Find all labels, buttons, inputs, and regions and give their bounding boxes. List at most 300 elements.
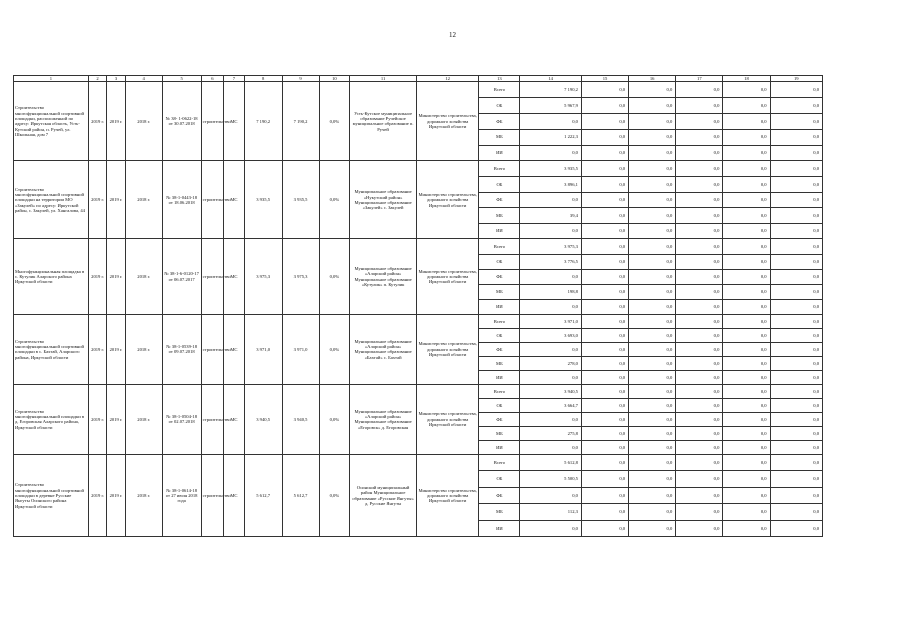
customer: Министерство строительства, дорожного хозяйства Иркутской области	[416, 239, 479, 314]
funding-amount: 0,0	[581, 356, 628, 370]
funding-amount: 0,0	[770, 426, 822, 440]
funding-amount: 0,0	[676, 328, 723, 342]
funding-amount: 0,0	[520, 520, 582, 537]
funding-amount: 0,0	[629, 426, 676, 440]
funding-amount: 0,0	[676, 454, 723, 471]
funding-amount: 0,0	[581, 192, 628, 208]
funding-amount: 0,0	[723, 299, 770, 314]
start-year: 2019 г.	[88, 239, 106, 314]
page-number: 12	[449, 31, 456, 39]
customer: Министерство строительства, дорожного хозяйства Иркутской области	[416, 454, 479, 537]
funding-amount: 3 971,0	[520, 314, 582, 328]
table-row	[14, 82, 823, 98]
municipality: Усть-Кутское муниципальное образование Ручейское муниципальное образование п. Ручей	[350, 82, 417, 161]
expertise-conclusion: № 38-1-0443-18 от 18.06.2018	[162, 161, 201, 239]
funding-amount: 0,0	[629, 284, 676, 299]
col-num: 11	[350, 76, 417, 82]
remaining-cost: 3 940,5	[282, 384, 319, 454]
funding-source: ФБ	[479, 412, 520, 426]
funding-amount: 0,0	[676, 356, 723, 370]
funding-amount: 0,0	[629, 454, 676, 471]
funding-amount: 0,0	[581, 398, 628, 412]
funding-source: ИИ	[479, 520, 520, 537]
funding-amount: 0,0	[770, 269, 822, 284]
col-num: 17	[676, 76, 723, 82]
col-num: 5	[162, 76, 201, 82]
funding-amount: 0,0	[581, 145, 628, 161]
funding-amount: 0,0	[723, 328, 770, 342]
expertise-conclusion: № 38-1-6-0120-17 от 06.07.2017	[162, 239, 201, 314]
funding-amount: 0,0	[723, 440, 770, 454]
funding-amount: 0,0	[676, 208, 723, 224]
funding-amount: 112,3	[520, 504, 582, 521]
start-year: 2019 г.	[88, 384, 106, 454]
remaining-cost: 5 612,7	[282, 454, 319, 537]
funding-amount: 0,0	[520, 223, 582, 239]
funding-amount: 0,0	[629, 471, 676, 488]
funding-amount: 3 940,5	[520, 384, 582, 398]
funding-amount: 0,0	[629, 328, 676, 342]
readiness-percent: 0,0%	[319, 161, 350, 239]
funding-amount: 0,0	[581, 113, 628, 129]
funding-amount: 0,0	[676, 504, 723, 521]
col-num: 7	[224, 76, 245, 82]
funding-amount: 0,0	[520, 342, 582, 356]
funding-amount: 0,0	[581, 454, 628, 471]
funding-amount: 0,0	[581, 440, 628, 454]
funding-source: ФБ	[479, 487, 520, 504]
funding-source: ИИ	[479, 440, 520, 454]
funding-amount: 0,0	[629, 82, 676, 98]
funding-amount: 0,0	[770, 454, 822, 471]
funding-amount: 0,0	[770, 520, 822, 537]
project-name: Многофункциональная площадка в с. Кутулик Аларского района Иркутской области	[14, 239, 89, 314]
expertise-conclusion: № 38-1-0614-18 от 27 июля 2018 года	[162, 454, 201, 537]
funding-amount: 0,0	[676, 398, 723, 412]
funding-amount: 0,0	[581, 504, 628, 521]
estimated-cost: 3 971,0	[244, 314, 282, 384]
object-type: МС	[224, 239, 245, 314]
funding-amount: 3 664,7	[520, 398, 582, 412]
funding-amount: 0,0	[676, 487, 723, 504]
funding-amount: 0,0	[723, 192, 770, 208]
col-num: 18	[723, 76, 770, 82]
funding-amount: 3 935,5	[520, 161, 582, 177]
funding-amount: 0,0	[629, 398, 676, 412]
funding-amount: 0,0	[676, 284, 723, 299]
funding-amount: 0,0	[676, 299, 723, 314]
col-num: 4	[125, 76, 162, 82]
project-name: Строительство многофункциональной спортивной площадки в с. Бахтай, Аларского района, Иркутской области	[14, 314, 89, 384]
funding-source: Всего	[479, 161, 520, 177]
funding-amount: 3 776,5	[520, 254, 582, 269]
readiness-percent: 0,0%	[319, 384, 350, 454]
funding-source: ИИ	[479, 223, 520, 239]
funding-amount: 0,0	[676, 82, 723, 98]
funding-amount: 0,0	[629, 129, 676, 145]
end-year: 2019 г.	[107, 161, 125, 239]
funding-source: МБ	[479, 208, 520, 224]
funding-amount: 0,0	[723, 398, 770, 412]
funding-amount: 0,0	[629, 177, 676, 193]
funding-amount: 0,0	[676, 440, 723, 454]
funding-amount: 0,0	[723, 269, 770, 284]
customer: Министерство строительства, дорожного хозяйства Иркутской области	[416, 82, 479, 161]
funding-amount: 39,4	[520, 208, 582, 224]
funding-amount: 0,0	[770, 504, 822, 521]
project-name: Строительство многофункциональной спортивной площадки, расположенной по адресу: Иркутская область, Усть-Кутский район, п. Ручей, ул. Школьная, дом 7	[14, 82, 89, 161]
remaining-cost: 3 975,3	[282, 239, 319, 314]
funding-amount: 0,0	[581, 269, 628, 284]
design-year: 2018 г.	[125, 239, 162, 314]
funding-amount: 0,0	[581, 239, 628, 254]
funding-amount: 0,0	[676, 384, 723, 398]
work-type: строительство	[201, 82, 224, 161]
readiness-percent: 0,0%	[319, 454, 350, 537]
col-num: 14	[520, 76, 582, 82]
funding-amount: 0,0	[520, 440, 582, 454]
funding-source: Всего	[479, 314, 520, 328]
funding-amount: 0,0	[723, 356, 770, 370]
expertise-conclusion: № 38-1-0504-18 от 02.07.2018	[162, 384, 201, 454]
end-year: 2019 г.	[107, 454, 125, 537]
funding-source: МБ	[479, 284, 520, 299]
design-year: 2018 г.	[125, 384, 162, 454]
funding-amount: 0,0	[676, 520, 723, 537]
funding-amount: 0,0	[723, 454, 770, 471]
funding-amount: 0,0	[676, 239, 723, 254]
funding-amount: 0,0	[723, 487, 770, 504]
funding-amount: 0,0	[770, 440, 822, 454]
funding-amount: 0,0	[520, 113, 582, 129]
col-num: 10	[319, 76, 350, 82]
funding-amount: 0,0	[770, 328, 822, 342]
funding-amount: 0,0	[629, 370, 676, 384]
funding-amount: 0,0	[676, 161, 723, 177]
funding-source: ИИ	[479, 145, 520, 161]
col-num: 16	[629, 76, 676, 82]
funding-amount: 0,0	[629, 440, 676, 454]
funding-amount: 0,0	[723, 426, 770, 440]
funding-amount: 0,0	[770, 356, 822, 370]
funding-amount: 0,0	[676, 342, 723, 356]
funding-amount: 0,0	[581, 208, 628, 224]
col-num: 9	[282, 76, 319, 82]
col-num: 6	[201, 76, 224, 82]
funding-amount: 0,0	[581, 426, 628, 440]
funding-amount: 0,0	[629, 239, 676, 254]
funding-amount: 0,0	[581, 177, 628, 193]
funding-amount: 0,0	[581, 314, 628, 328]
funding-amount: 0,0	[676, 314, 723, 328]
work-type: строительство	[201, 454, 224, 537]
funding-amount: 0,0	[676, 192, 723, 208]
funding-amount: 0,0	[676, 426, 723, 440]
funding-amount: 0,0	[770, 487, 822, 504]
funding-source: ИИ	[479, 299, 520, 314]
funding-amount: 0,0	[723, 113, 770, 129]
funding-amount: 0,0	[520, 412, 582, 426]
funding-amount: 0,0	[581, 471, 628, 488]
funding-amount: 0,0	[723, 471, 770, 488]
funding-amount: 0,0	[676, 370, 723, 384]
funding-amount: 0,0	[723, 82, 770, 98]
funding-amount: 0,0	[723, 314, 770, 328]
funding-amount: 0,0	[770, 129, 822, 145]
funding-amount: 1 222,3	[520, 129, 582, 145]
municipality: Муниципальное образование «Аларский район» Муниципальное образование «Бахтай» с. Бахтай	[350, 314, 417, 384]
funding-source: Всего	[479, 82, 520, 98]
funding-source: ИИ	[479, 370, 520, 384]
funding-source: МБ	[479, 129, 520, 145]
readiness-percent: 0,0%	[319, 239, 350, 314]
funding-amount: 0,0	[629, 113, 676, 129]
funding-amount: 0,0	[770, 82, 822, 98]
funding-amount: 0,0	[770, 192, 822, 208]
funding-source: МБ	[479, 356, 520, 370]
work-type: строительство	[201, 384, 224, 454]
funding-amount: 0,0	[723, 161, 770, 177]
end-year: 2019 г.	[107, 384, 125, 454]
funding-source: ОБ	[479, 398, 520, 412]
funding-amount: 0,0	[770, 223, 822, 239]
table-row	[14, 239, 823, 254]
estimated-cost: 5 612,7	[244, 454, 282, 537]
funding-source: ОБ	[479, 97, 520, 113]
start-year: 2019 г.	[88, 82, 106, 161]
work-type: строительство	[201, 161, 224, 239]
design-year: 2018 г.	[125, 161, 162, 239]
funding-source: Всего	[479, 454, 520, 471]
funding-amount: 7 190,2	[520, 82, 582, 98]
funding-amount: 0,0	[629, 384, 676, 398]
funding-amount: 0,0	[676, 412, 723, 426]
municipality: Осинский муниципальный район Муниципальное образование «Русские Янгуты» д. Русские Янгуты	[350, 454, 417, 537]
funding-amount: 0,0	[676, 471, 723, 488]
design-year: 2018 г.	[125, 454, 162, 537]
funding-amount: 0,0	[676, 113, 723, 129]
funding-amount: 0,0	[770, 471, 822, 488]
funding-amount: 0,0	[770, 398, 822, 412]
funding-amount: 0,0	[770, 145, 822, 161]
funding-amount: 275,8	[520, 426, 582, 440]
funding-amount: 0,0	[723, 504, 770, 521]
funding-amount: 0,0	[629, 356, 676, 370]
funding-amount: 0,0	[723, 370, 770, 384]
funding-amount: 0,0	[676, 269, 723, 284]
funding-amount: 3 896,1	[520, 177, 582, 193]
funding-amount: 0,0	[723, 129, 770, 145]
object-type: МС	[224, 384, 245, 454]
funding-amount: 0,0	[581, 254, 628, 269]
funding-amount: 5 967,9	[520, 97, 582, 113]
funding-amount: 0,0	[581, 370, 628, 384]
start-year: 2019 г.	[88, 314, 106, 384]
funding-amount: 0,0	[770, 342, 822, 356]
funding-amount: 0,0	[723, 254, 770, 269]
funding-amount: 0,0	[581, 384, 628, 398]
funding-amount: 0,0	[770, 208, 822, 224]
estimated-cost: 3 940,5	[244, 384, 282, 454]
municipality: Муниципальное образование «Нукутский район» Муниципальное образование «Закулей» с. Закулей	[350, 161, 417, 239]
funding-amount: 3 975,3	[520, 239, 582, 254]
col-num: 8	[244, 76, 282, 82]
object-type: МС	[224, 161, 245, 239]
col-num: 1	[14, 76, 89, 82]
funding-amount: 0,0	[770, 161, 822, 177]
customer: Министерство строительства, дорожного хозяйства Иркутской области	[416, 314, 479, 384]
funding-amount: 0,0	[723, 520, 770, 537]
funding-amount: 0,0	[629, 192, 676, 208]
estimated-cost: 3 935,5	[244, 161, 282, 239]
funding-amount: 0,0	[581, 82, 628, 98]
funding-source: ОБ	[479, 254, 520, 269]
object-type: МС	[224, 314, 245, 384]
investment-table	[13, 75, 823, 537]
funding-amount: 0,0	[770, 412, 822, 426]
funding-amount: 0,0	[770, 239, 822, 254]
start-year: 2019 г.	[88, 454, 106, 537]
funding-amount: 0,0	[581, 129, 628, 145]
funding-amount: 0,0	[629, 254, 676, 269]
col-num: 15	[581, 76, 628, 82]
funding-amount: 0,0	[676, 97, 723, 113]
funding-amount: 0,0	[770, 284, 822, 299]
funding-amount: 0,0	[723, 342, 770, 356]
funding-amount: 0,0	[723, 145, 770, 161]
end-year: 2019 г.	[107, 82, 125, 161]
funding-amount: 0,0	[629, 97, 676, 113]
funding-amount: 0,0	[581, 487, 628, 504]
funding-amount: 0,0	[770, 384, 822, 398]
start-year: 2019 г.	[88, 161, 106, 239]
funding-amount: 0,0	[629, 487, 676, 504]
table-row	[14, 384, 823, 398]
funding-amount: 0,0	[676, 223, 723, 239]
col-num: 12	[416, 76, 479, 82]
remaining-cost: 3 971,0	[282, 314, 319, 384]
funding-amount: 0,0	[723, 223, 770, 239]
funding-amount: 0,0	[723, 208, 770, 224]
funding-amount: 0,0	[629, 161, 676, 177]
funding-amount: 3 693,0	[520, 328, 582, 342]
funding-amount: 0,0	[520, 299, 582, 314]
funding-amount: 0,0	[723, 239, 770, 254]
funding-amount: 0,0	[581, 342, 628, 356]
project-name: Строительство многофункциональной площадки в д. Егоровская Аларского района, Иркутской области	[14, 384, 89, 454]
table-row	[14, 454, 823, 471]
funding-amount: 0,0	[581, 161, 628, 177]
expertise-conclusion: № 38-1-0539-18 от 09.07.2018	[162, 314, 201, 384]
funding-amount: 0,0	[629, 223, 676, 239]
funding-source: МБ	[479, 504, 520, 521]
funding-amount: 5 500,5	[520, 471, 582, 488]
col-num: 13	[479, 76, 520, 82]
funding-amount: 0,0	[520, 145, 582, 161]
funding-amount: 0,0	[520, 269, 582, 284]
funding-amount: 0,0	[676, 177, 723, 193]
funding-amount: 0,0	[770, 97, 822, 113]
funding-amount: 0,0	[629, 269, 676, 284]
funding-amount: 0,0	[770, 370, 822, 384]
funding-amount: 0,0	[629, 314, 676, 328]
funding-amount: 0,0	[520, 370, 582, 384]
funding-source: ФБ	[479, 269, 520, 284]
funding-source: Всего	[479, 384, 520, 398]
estimated-cost: 3 975,3	[244, 239, 282, 314]
funding-amount: 0,0	[676, 129, 723, 145]
funding-amount: 0,0	[770, 177, 822, 193]
funding-amount: 0,0	[629, 299, 676, 314]
funding-amount: 0,0	[581, 223, 628, 239]
end-year: 2019 г.	[107, 314, 125, 384]
design-year: 2018 г.	[125, 314, 162, 384]
funding-amount: 5 612,8	[520, 454, 582, 471]
end-year: 2019 г.	[107, 239, 125, 314]
readiness-percent: 0,0%	[319, 82, 350, 161]
funding-amount: 0,0	[581, 328, 628, 342]
funding-amount: 0,0	[629, 504, 676, 521]
funding-source: ОБ	[479, 328, 520, 342]
funding-amount: 0,0	[723, 284, 770, 299]
funding-amount: 0,0	[770, 254, 822, 269]
funding-amount: 0,0	[676, 145, 723, 161]
funding-source: ФБ	[479, 192, 520, 208]
object-type: МС	[224, 454, 245, 537]
funding-amount: 0,0	[629, 145, 676, 161]
customer: Министерство строительства, дорожного хозяйства Иркутской области	[416, 161, 479, 239]
project-name: Строительство многофункциональной спортивной площадки на территории МО «Закулей» по адресу: Иркутской район, с. Закулей, ул. Хангалова, 44	[14, 161, 89, 239]
funding-amount: 0,0	[770, 299, 822, 314]
funding-amount: 0,0	[520, 487, 582, 504]
col-num: 19	[770, 76, 822, 82]
funding-amount: 0,0	[770, 113, 822, 129]
object-type: МС	[224, 82, 245, 161]
funding-amount: 0,0	[581, 299, 628, 314]
project-name: Строительство многофункциональной спортивной площадки в деревне Русские Янгуты Осинского района Иркутской области	[14, 454, 89, 537]
funding-source: ОБ	[479, 471, 520, 488]
funding-amount: 0,0	[723, 97, 770, 113]
funding-source: ОБ	[479, 177, 520, 193]
funding-amount: 0,0	[770, 314, 822, 328]
funding-amount: 278,0	[520, 356, 582, 370]
customer: Министерство строительства, дорожного хозяйства Иркутской области	[416, 384, 479, 454]
funding-amount: 0,0	[676, 254, 723, 269]
funding-amount: 0,0	[581, 412, 628, 426]
funding-amount: 0,0	[723, 384, 770, 398]
work-type: строительство	[201, 239, 224, 314]
funding-amount: 0,0	[520, 192, 582, 208]
estimated-cost: 7 190,2	[244, 82, 282, 161]
municipality: Муниципальное образование «Аларский район» Муниципальное образование «Кутулик» п. Кутулик	[350, 239, 417, 314]
col-num: 2	[88, 76, 106, 82]
funding-amount: 0,0	[581, 97, 628, 113]
remaining-cost: 3 935,5	[282, 161, 319, 239]
remaining-cost: 7 190,2	[282, 82, 319, 161]
funding-amount: 0,0	[629, 208, 676, 224]
funding-amount: 198,8	[520, 284, 582, 299]
funding-amount: 0,0	[629, 412, 676, 426]
funding-source: МБ	[479, 426, 520, 440]
funding-amount: 0,0	[629, 520, 676, 537]
table-row	[14, 161, 823, 177]
funding-amount: 0,0	[581, 284, 628, 299]
funding-source: ФБ	[479, 342, 520, 356]
funding-amount: 0,0	[723, 412, 770, 426]
table-row	[14, 314, 823, 328]
funding-source: ФБ	[479, 113, 520, 129]
municipality: Муниципальное образование «Аларский район» Муниципальное образование «Егоровск» д. Егоровская	[350, 384, 417, 454]
